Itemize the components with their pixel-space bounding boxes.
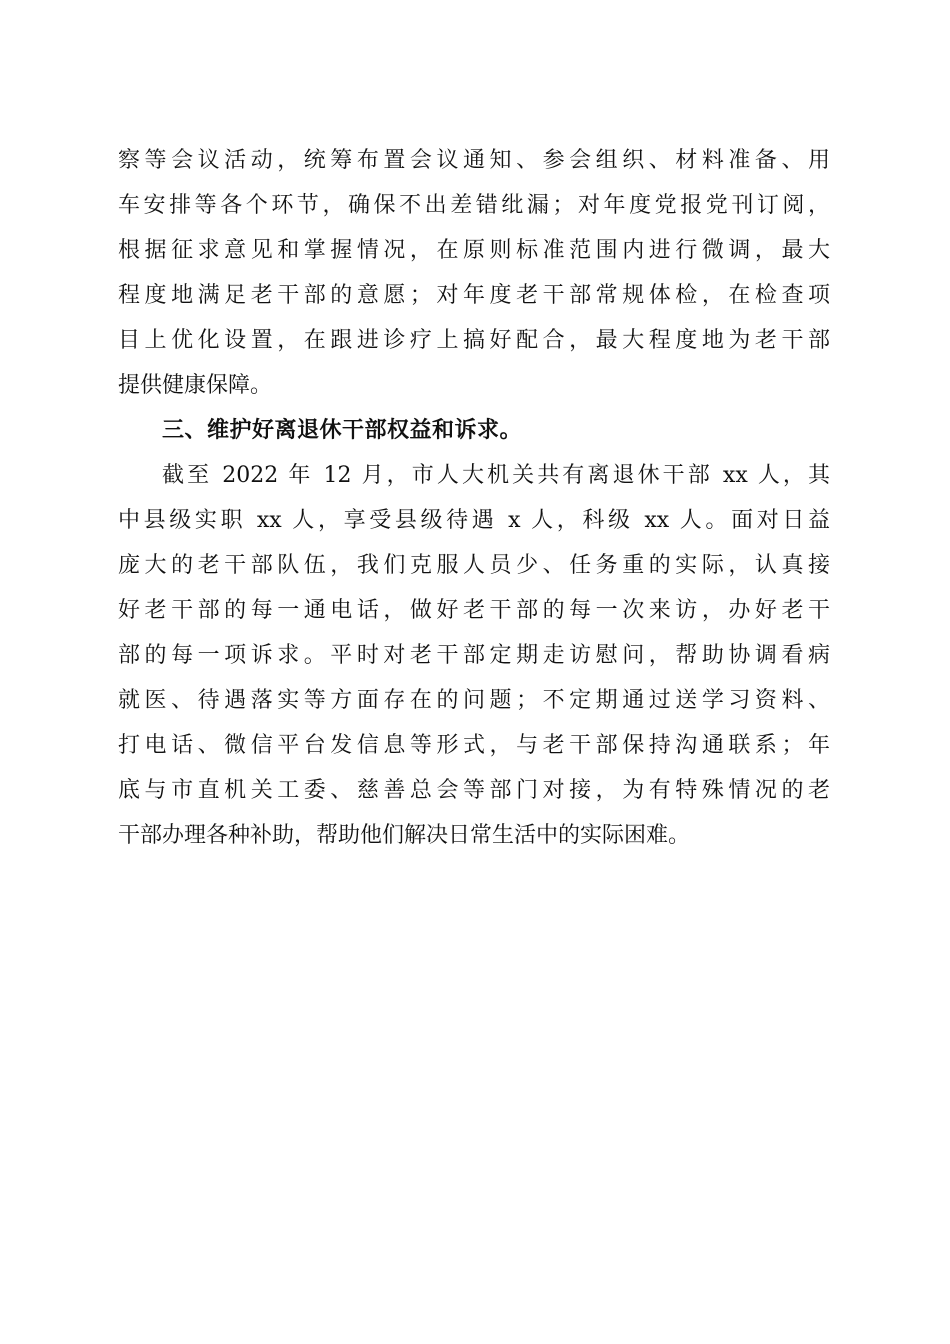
paragraph-line: 就医、待遇落实等方面存在的问题；不定期通过送学习资料、 xyxy=(118,688,830,713)
paragraph-line: 察等会议活动，统筹布置会议通知、参会组织、材料准备、用 xyxy=(118,148,830,173)
paragraph-line: 提供健康保障。 xyxy=(118,373,273,398)
paragraph-line: 根据征求意见和掌握情况，在原则标准范围内进行微调，最大 xyxy=(118,238,830,263)
paragraph-line: 中县级实职 xx 人，享受县级待遇 x 人，科级 xx 人。面对日益 xyxy=(118,508,830,533)
paragraph-line: 车安排等各个环节，确保不出差错纰漏；对年度党报党刊订阅， xyxy=(118,193,830,218)
section-heading: 三、维护好离退休干部权益和诉求。 xyxy=(162,418,523,443)
paragraph-meetings-and-services xyxy=(118,138,830,408)
paragraph-line: 庞大的老干部队伍，我们克服人员少、任务重的实际，认真接 xyxy=(118,553,830,578)
paragraph-line: 干部办理各种补助，帮助他们解决日常生活中的实际困难。 xyxy=(118,823,691,848)
paragraph-line: 部的每一项诉求。平时对老干部定期走访慰问，帮助协调看病 xyxy=(118,643,830,668)
paragraph-line: 好老干部的每一通电话，做好老干部的每一次来访，办好老干 xyxy=(118,598,830,623)
paragraph-line: 程度地满足老干部的意愿；对年度老干部常规体检，在检查项 xyxy=(118,283,830,308)
paragraph-line: 打电话、微信平台发信息等形式，与老干部保持沟通联系；年 xyxy=(118,733,830,758)
paragraph-line: 目上优化设置，在跟进诊疗上搞好配合，最大程度地为老干部 xyxy=(118,328,830,353)
paragraph-line: 截至 2022 年 12 月，市人大机关共有离退休干部 xx 人，其 xyxy=(162,463,830,488)
paragraph-retired-cadre-rights xyxy=(118,453,830,858)
paragraph-line: 底与市直机关工委、慈善总会等部门对接，为有特殊情况的老 xyxy=(118,778,830,803)
document-body xyxy=(118,138,830,858)
